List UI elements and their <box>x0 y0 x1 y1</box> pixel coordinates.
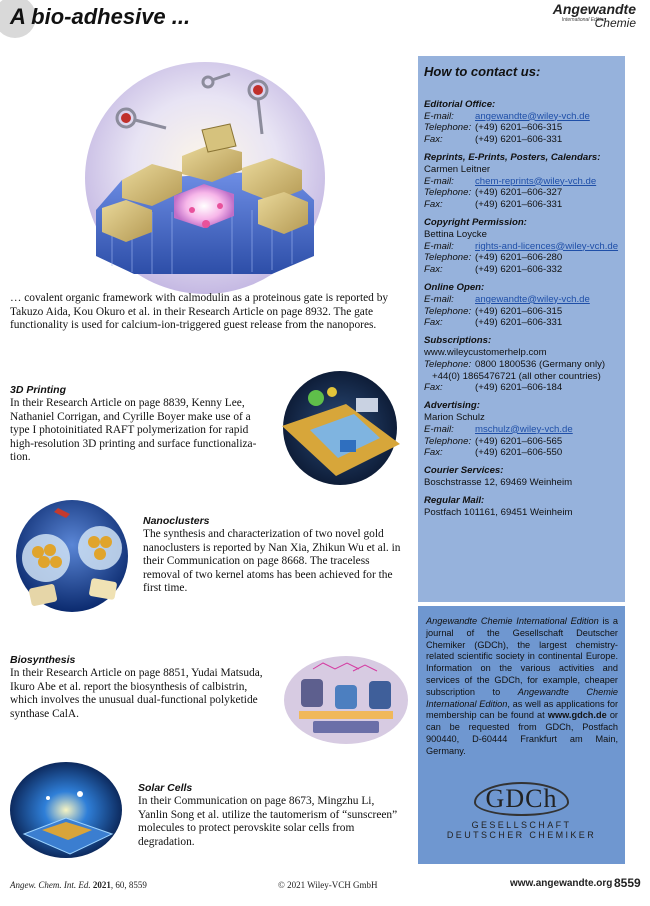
subscriptions-url[interactable]: www.wileycustomerhelp.com <box>424 346 547 358</box>
regular-mail-section: Regular Mail: Postfach 101161, 69451 Weinheim <box>424 494 573 518</box>
contact-panel <box>418 56 625 602</box>
gdch-logo: GDCh GESELLSCHAFT DEUTSCHER CHEMIKER <box>446 784 597 840</box>
page-title: A bio-adhesive ... <box>10 4 191 29</box>
contact-heading: How to contact us: <box>424 64 541 79</box>
story-nanoclusters <box>143 515 406 596</box>
3d-printing-image <box>276 368 404 488</box>
story-title: Nanoclusters <box>143 515 210 527</box>
editorial-office-section: Editorial Office: E-mail: angewandte@wiley-vch.de Telephone: (+49) 6201–606-315 Fax: (+49) 6201–606-331 <box>424 98 590 146</box>
story-text: The synthesis and characterization of two novel gold nanoclusters is reported by Nan Xia, Zhikun Wu et al. in their Communication on page 8668. The traceless removal of two kernel atoms has been achieved for the first time. <box>143 528 401 595</box>
story-title: Biosynthesis <box>10 654 76 666</box>
story-3d-printing <box>10 384 268 465</box>
nanoclusters-image <box>8 498 138 614</box>
journal-logo <box>553 2 636 30</box>
solar-cells-image <box>8 760 126 860</box>
biosynthesis-image <box>283 655 409 745</box>
advertising-section: Advertising: Marion Schulz E-mail: mschulz@wiley-vch.de Telephone: (+49) 6201–606-565 Fax: (+49) 6201–606-550 <box>424 400 573 459</box>
online-open-email-link[interactable]: angewandte@wiley-vch.de <box>475 293 590 305</box>
logo-text-edition: International Edition <box>561 17 606 23</box>
editorial-email-link[interactable]: angewandte@wiley-vch.de <box>475 110 590 122</box>
gdch-info-text: Angewandte Chemie International Edition is a journal of the Gesellschaft Deutscher Chemiker (GDCh), the largest chemistry-related scientific society in continental Europe. Information on the various activities and services of the GDCh, for example, cheaper subscription to Angewandte Chemie International Edition, as well as applications for membership can be found at www.gdch.de or can be requested from GDCh, Postfach 900440, D-60444 Frankfurt am Main, Germany. <box>426 616 619 756</box>
story-title: 3D Printing <box>10 384 67 396</box>
reprints-section: Reprints, E-Prints, Posters, Calendars: Carmen Leitner E-mail: chem-reprints@wiley-vch.de Telephone: (+49) 6201–606-327 Fax: (+49) 6201–606-331 <box>424 151 601 211</box>
footer-citation: Angew. Chem. Int. Ed. 2021, 60, 8559 <box>10 880 147 890</box>
story-text: In their Communication on page 8673, Mingzhu Li, Yanlin Song et al. utilize the tautomerism of “sunscreen” molecules to protect perovskite solar cells from degradation. <box>138 795 398 848</box>
copyright-section: Copyright Permission: Bettina Loycke E-mail: rights-and-licences@wiley-vch.de Telephone: (+49) 6201–606-280 Fax: (+49) 6201–606-332 <box>424 216 619 276</box>
page-number: 8559 <box>614 876 641 890</box>
logo-text-chemie: Chemie <box>594 16 636 30</box>
courier-section: Courier Services: Boschstrasse 12, 69469 Weinheim <box>424 465 573 488</box>
subscriptions-section: Subscriptions: www.wileycustomerhelp.com Telephone: 0800 1800536 (Germany only) +44(0) 1865476721 (all other countries) Fax: (+49) 6201–606-184 <box>424 335 624 394</box>
logo-text-angewandte: Angewandte <box>552 1 636 17</box>
story-solar-cells <box>138 782 406 849</box>
gdch-info-panel <box>418 606 625 864</box>
story-title: Solar Cells <box>138 782 193 794</box>
gdch-url-link[interactable]: www.gdch.de <box>547 710 607 721</box>
story-text: In their Research Article on page 8839, Kenny Lee, Nathaniel Corrigan, and Cyrille Boyer make use of a type I photoinitiated RAFT polymerization for rapid high-resolution 3D printing and surface functionaliza- tion. <box>10 397 257 464</box>
footer-url-link[interactable]: www.angewandte.org <box>510 878 613 889</box>
online-open-section: Online Open: E-mail: angewandte@wiley-vch.de Telephone: (+49) 6201–606-315 Fax: (+49) 6201–606-331 <box>424 281 590 329</box>
reprints-email-link[interactable]: chem-reprints@wiley-vch.de <box>475 175 597 187</box>
gdch-logo-mark: GDCh <box>474 782 570 816</box>
footer-copyright: © 2021 Wiley-VCH GmbH <box>278 880 378 890</box>
cover-illustration <box>82 60 328 296</box>
main-story-text: … covalent organic framework with calmodulin as a proteinous gate is reported by Takuzo Aida, Kou Okuro et al. in their Research Article on page 8932. The gate functionality is used for calcium-ion-triggered guest release from the nanopores. <box>10 292 389 332</box>
copyright-email-link[interactable]: rights-and-licences@wiley-vch.de <box>475 240 619 252</box>
story-text: In their Research Article on page 8851, Yudai Matsuda, Ikuro Abe et al. report the biosynthesis of calbistrin, which involves the unusual dual-functional polyketide synthase CalA. <box>10 667 263 720</box>
story-biosynthesis <box>10 654 276 721</box>
advertising-email-link[interactable]: mschulz@wiley-vch.de <box>475 423 573 435</box>
